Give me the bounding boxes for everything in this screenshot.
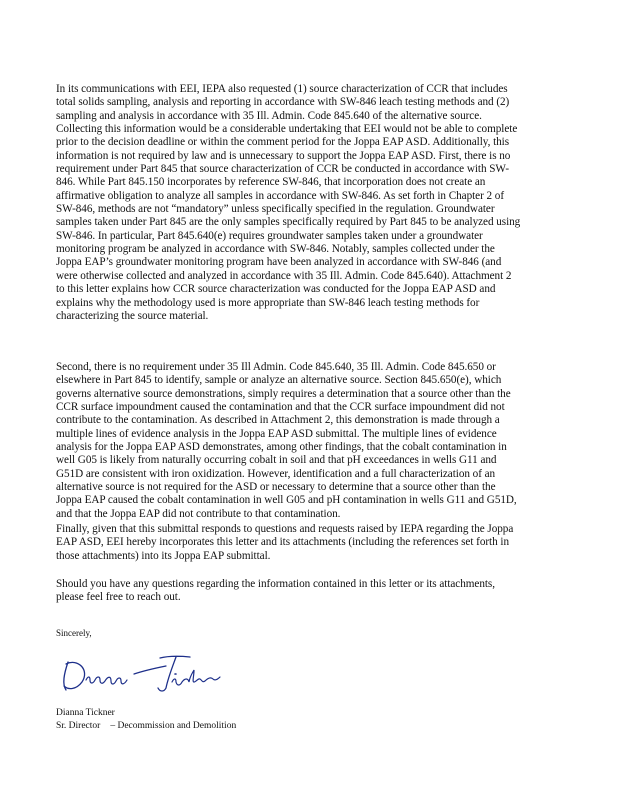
text-line: contribute to the contamination. As described in Attachment 2, this demonstration is made through a — [56, 414, 500, 427]
text-line: CCR surface impoundment caused the contamination and that the CCR surface impoundment did not — [56, 401, 505, 414]
signer-department: – Decommission and Demolition — [110, 721, 237, 731]
text-line: affirmative obligation to analyze all samples in accordance with SW-846. As set forth in Chapter 2 of — [56, 189, 505, 202]
signer-title — [56, 721, 236, 731]
text-line: EAP ASD, EEI hereby incorporates this letter and its attachments (including the references set forth in — [56, 536, 509, 549]
paragraph-4 — [56, 578, 566, 605]
text-line: Finally, given that this submittal responds to questions and requests raised by IEPA regarding the Joppa — [56, 523, 514, 535]
text-line: multiple lines of evidence analysis in the Joppa EAP ASD submittal. The multiple lines of evidence — [56, 427, 497, 440]
text-line: total solids sampling, analysis and reporting in accordance with SW-846 leach testing methods and (2) — [56, 96, 510, 109]
text-line: monitoring program be analyzed in accordance with SW-846. Notably, samples collected under the — [56, 243, 495, 256]
paragraph-3 — [56, 523, 566, 563]
text-line: sampling and analysis in accordance with 35 Ill. Admin. Code 845.640 of the alternative source. — [56, 109, 482, 122]
paragraph-1 — [56, 83, 566, 323]
text-line: SW-846. In particular, Part 845.640(e) requires groundwater samples taken under a groundwater — [56, 229, 483, 242]
text-line: information is not required by law and is unnecessary to support the Joppa EAP ASD. First, there is no — [56, 149, 511, 162]
text-line: explains why the methodology used is more appropriate than SW-846 leach testing methods for — [56, 296, 480, 309]
text-line: Joppa EAP caused the cobalt contamination in well G05 and pH contamination in wells G11 and G51D, — [56, 494, 517, 507]
handwritten-signature — [56, 648, 246, 698]
text-line: and that the Joppa EAP did not contribute to that contamination. — [56, 507, 341, 520]
text-line: analysis for the Joppa EAP ASD demonstrates, among other findings, that the cobalt contamination in — [56, 441, 507, 454]
text-line: 846. While Part 845.150 incorporates by reference SW-846, that incorporation does not create an — [56, 176, 486, 189]
text-line: well G05 is likely from naturally occurring cobalt in soil and that pH exceedances in wells G11 and — [56, 454, 497, 467]
text-line: Should you have any questions regarding the information contained in this letter or its attachments, — [56, 578, 495, 590]
text-line: Collecting this information would be a considerable undertaking that EEI would not be able to complete — [56, 123, 518, 136]
text-line: characterizing the source material. — [56, 309, 209, 322]
text-line: Joppa EAP’s groundwater monitoring program have been analyzed in accordance with SW-846 (and — [56, 256, 502, 269]
signer-name: Dianna Tickner — [56, 708, 115, 718]
text-line: were otherwise collected and analyzed in accordance with 35 Ill. Admin. Code 845.640). Attachment 2 — [56, 269, 512, 282]
text-line: prior to the decision deadline or within the comment period for the Joppa EAP ASD. Additionally, this — [56, 136, 510, 149]
closing-salutation: Sincerely, — [56, 628, 92, 638]
text-line: to this letter explains how CCR source characterization was conducted for the Joppa EAP ASD and — [56, 283, 496, 296]
text-line: Second, there is no requirement under 35 Ill Admin. Code 845.640, 35 Ill. Admin. Code 845.650 or — [56, 361, 496, 373]
text-line: those attachments) into its Joppa EAP submittal. — [56, 549, 271, 562]
text-line: G51D are consistent with iron oxidization. However, identification and a full characterization of an — [56, 467, 496, 480]
text-line: samples taken under Part 845 are the only samples specifically required by Part 845 to be analyzed using — [56, 216, 521, 229]
text-line: alternative source is not required for the ASD or necessary to determine that a source other than the — [56, 481, 496, 494]
text-line: requirement under Part 845 that source characterization of CCR be conducted in accordance with SW- — [56, 163, 509, 176]
signer-role: Sr. Director — [56, 721, 101, 731]
paragraph-2 — [56, 361, 566, 521]
text-line: SW-846, methods are not “mandatory” unless specifically specified in the regulation. Groundwater — [56, 203, 495, 216]
text-line: In its communications with EEI, IEPA also requested (1) source characterization of CCR that includes — [56, 83, 508, 95]
text-line: governs alternative source demonstrations, simply requires a determination that a source other than the — [56, 387, 511, 400]
text-line: elsewhere in Part 845 to identify, sample or analyze an alternative source. Section 845.650(e), which — [56, 374, 502, 387]
text-line: please feel free to reach out. — [56, 591, 181, 604]
